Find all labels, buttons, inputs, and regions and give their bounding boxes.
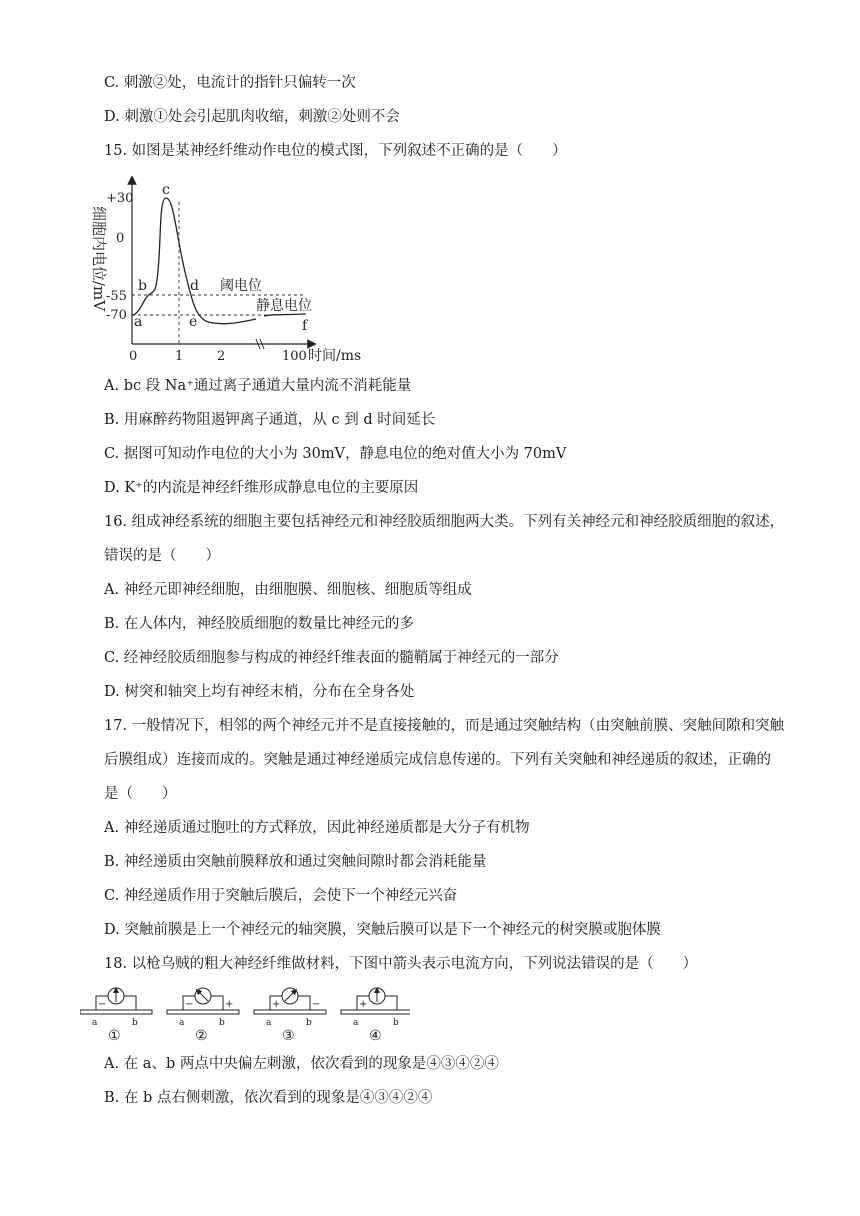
- polarity-sign: +: [359, 999, 368, 1010]
- panel-number: ①: [108, 1028, 121, 1044]
- x-tick: 1: [175, 349, 184, 364]
- question-18-stem: 18. 以枪乌贼的粗大神经纤维做材料，下图中箭头表示电流方向，下列说法错误的是（ ）: [104, 956, 698, 972]
- point-label: a: [134, 314, 143, 330]
- x-tick: 100: [282, 349, 307, 364]
- q18-option-b: B. 在 b 点右侧刺激，依次看到的现象是④③④②④: [104, 1090, 433, 1106]
- line-q14-c: C. 刺激②处，电流计的指针只偏转一次: [104, 75, 356, 91]
- galvanometer-panel: [254, 988, 326, 1044]
- galvanometer-figure: [80, 984, 410, 1044]
- point-b-label: b: [393, 1018, 399, 1028]
- line-q14-d: D. 刺激①处会引起肌肉收缩，刺激②处则不会: [104, 109, 400, 125]
- y-axis-label: 细胞内电位/mV: [90, 206, 108, 312]
- y-tick: 0: [116, 231, 125, 246]
- q17-option-a: A. 神经递质通过胞吐的方式释放，因此神经递质都是大分子有机物: [104, 820, 530, 836]
- action-potential-figure: [76, 176, 376, 364]
- question-17-stem-cont2: 是（ ）: [104, 786, 177, 802]
- panel-number: ④: [369, 1028, 382, 1044]
- electrode-wire: [298, 996, 310, 1010]
- polarity-sign: +: [272, 999, 281, 1010]
- nerve-fiber: [254, 1010, 326, 1014]
- point-a-label: a: [92, 1018, 98, 1028]
- question-15-stem: 15. 如图是某神经纤维动作电位的模式图，下列叙述不正确的是（ ）: [104, 143, 567, 159]
- q16-option-b: B. 在人体内，神经胶质细胞的数量比神经元的多: [104, 616, 414, 632]
- point-label: d: [190, 278, 199, 294]
- polarity-sign: −: [312, 999, 321, 1010]
- point-label: b: [138, 278, 147, 294]
- panel-number: ②: [195, 1028, 208, 1044]
- resting-label: 静息电位: [256, 298, 312, 314]
- question-16-stem-cont: 错误的是（ ）: [104, 548, 220, 564]
- electrode-wire: [211, 996, 223, 1010]
- polarity-sign: −: [98, 999, 107, 1010]
- q15-option-b: B. 用麻醉药物阻遏钾离子通道，从 c 到 d 时间延长: [104, 412, 436, 428]
- q15-option-a: A. bc 段 Na⁺通过离子通道大量内流不消耗能量: [104, 378, 412, 394]
- point-label: e: [189, 314, 198, 330]
- q17-option-d: D. 突触前膜是上一个神经元的轴突膜，突触后膜可以是下一个神经元的树突膜或胞体膜: [104, 922, 661, 938]
- galvanometer-panel: [80, 988, 152, 1044]
- panel-number: ③: [282, 1028, 295, 1044]
- nerve-fiber: [80, 1010, 152, 1014]
- electrode-wire: [385, 996, 397, 1010]
- point-a-label: a: [353, 1018, 359, 1028]
- point-b-label: b: [306, 1018, 312, 1028]
- electrode-wire: [124, 996, 136, 1010]
- nerve-fiber: [167, 1010, 239, 1014]
- y-tick: +30: [106, 191, 134, 206]
- q17-option-b: B. 神经递质由突触前膜释放和通过突触间隙时都会消耗能量: [104, 854, 487, 870]
- question-17-stem: 17. 一般情况下，相邻的两个神经元并不是直接接触的，而是通过突触结构（由突触前膜、突触间隙和突触: [104, 718, 785, 734]
- point-a-label: a: [266, 1018, 272, 1028]
- q16-option-d: D. 树突和轴突上均有神经末梢，分布在全身各处: [104, 684, 415, 700]
- x-tick: 2: [217, 349, 226, 364]
- x-tick: 0: [129, 349, 138, 364]
- x-axis-label: 时间/ms: [308, 348, 362, 364]
- point-label: c: [162, 182, 170, 198]
- galvanometer-panel: [167, 988, 239, 1044]
- q16-option-a: A. 神经元即神经细胞，由细胞膜、细胞核、细胞质等组成: [104, 582, 472, 598]
- polarity-sign: −: [185, 999, 194, 1010]
- galvanometer-panel: [341, 988, 410, 1044]
- polarity-sign: +: [225, 999, 234, 1010]
- threshold-label: 阈电位: [220, 278, 262, 294]
- point-a-label: a: [179, 1018, 185, 1028]
- q16-option-c: C. 经神经胶质细胞参与构成的神经纤维表面的髓鞘属于神经元的一部分: [104, 650, 559, 666]
- y-tick: -70: [106, 308, 127, 323]
- point-label: f: [302, 318, 308, 334]
- nerve-fiber: [341, 1010, 410, 1014]
- point-b-label: b: [219, 1018, 225, 1028]
- question-16-stem: 16. 组成神经系统的细胞主要包括神经元和神经胶质细胞两大类。下列有关神经元和神经胶质细胞的叙述，: [104, 514, 785, 530]
- point-b-label: b: [132, 1018, 138, 1028]
- q15-option-d: D. K⁺的内流是神经纤维形成静息电位的主要原因: [104, 480, 419, 496]
- y-tick: -55: [106, 289, 127, 304]
- question-17-stem-cont: 后膜组成）连接而成的。突触是通过神经递质完成信息传递的。下列有关突触和神经递质的叙述，正确的: [104, 752, 771, 768]
- q15-option-c: C. 据图可知动作电位的大小为 30mV，静息电位的绝对值大小为 70mV: [104, 446, 567, 462]
- q18-option-a: A. 在 a、b 两点中央偏左刺激，依次看到的现象是④③④②④: [104, 1056, 499, 1072]
- q17-option-c: C. 神经递质作用于突触后膜后，会使下一个神经元兴奋: [104, 888, 458, 904]
